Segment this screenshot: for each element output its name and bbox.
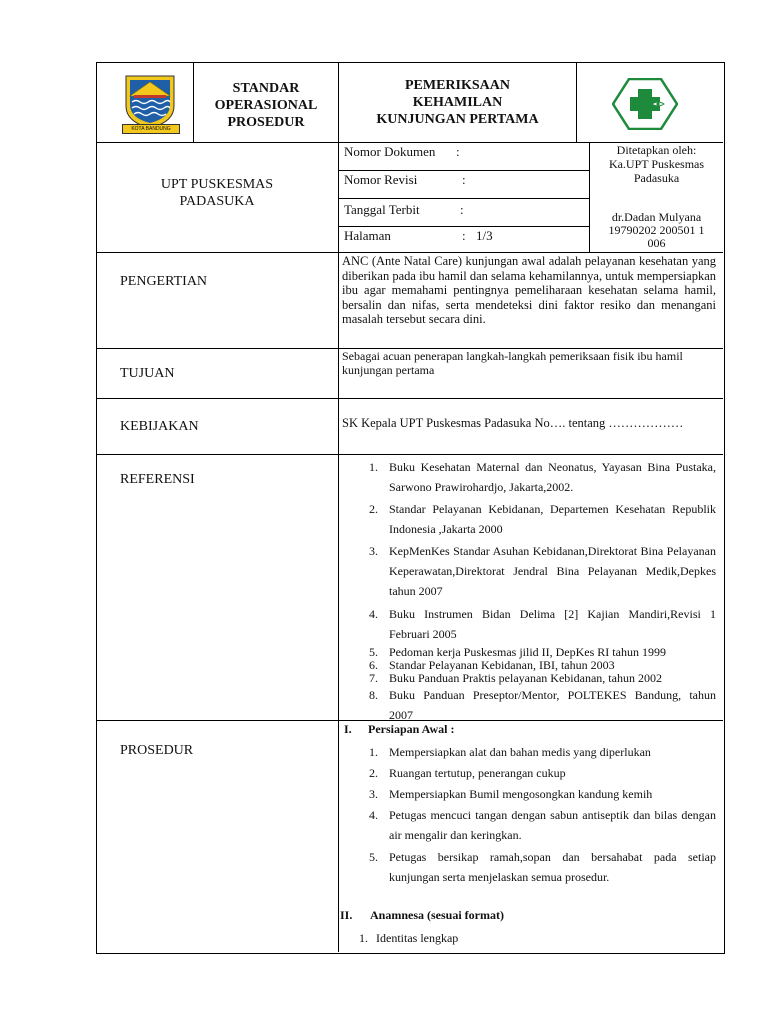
org-line: PADASUKA — [179, 194, 255, 209]
list-item — [356, 847, 716, 889]
list-item — [356, 763, 716, 784]
list-number: 3. — [369, 787, 378, 801]
list-item — [356, 457, 716, 499]
list-number: 1. — [359, 931, 368, 945]
list-item — [356, 541, 716, 604]
list-number: 5. — [369, 850, 378, 864]
list-number: 5. — [369, 645, 378, 659]
list-number: 2. — [369, 766, 378, 780]
field-label-nomor-dokumen: Nomor Dokumen — [344, 144, 436, 159]
kebijakan-text: SK Kepala UPT Puskesmas Padasuka No…. tentang ……………… — [342, 416, 684, 430]
list-text: Mempersiapkan alat dan bahan medis yang diperlukan — [389, 745, 651, 759]
list-number: 1. — [369, 460, 378, 474]
list-text: Buku Panduan Preseptor/Mentor, POLTEKES Bandung, tahun 2007 — [389, 688, 716, 722]
approver-nip: 19790202 200501 1 — [608, 223, 705, 237]
pengertian-text: ANC (Ante Natal Care) kunjungan awal adalah pelayanan kesehatan yang diberikan pada ibu hamil dan selama kehamilannya, untuk mempersiapkan ibu agar memahami pentingnya pemeliharaan kesehatan selama hamil, bersalin dan nifas, serta mendeteksi dini faktor resiko dan menangani masalah tersebut secara dini. — [342, 254, 716, 326]
list-text: Buku Panduan Praktis pelayanan Kebidanan, tahun 2002 — [389, 671, 662, 685]
list-item — [346, 930, 706, 946]
list-number: 4. — [369, 607, 378, 621]
logo-caption: KOTA BANDUNG — [122, 124, 180, 134]
list-number: 1. — [369, 745, 378, 759]
title-line: KEHAMILAN — [412, 95, 503, 110]
prosedur-part2-heading: Anamnesa (sesuai format) — [370, 908, 504, 922]
list-item — [356, 784, 716, 805]
divider — [96, 454, 723, 455]
org-line: UPT PUSKESMAS — [160, 177, 274, 192]
divider — [96, 252, 723, 253]
list-number: 6. — [369, 658, 378, 672]
list-number: 4. — [369, 808, 378, 822]
approver-name: dr.Dadan Mulyana — [611, 210, 702, 224]
list-item — [356, 604, 716, 646]
list-number: 8. — [369, 688, 378, 702]
list-item — [356, 742, 716, 763]
title-line: PEMERIKSAAN — [404, 78, 510, 93]
tujuan-text: Sebagai acuan penerapan langkah-langkah pemeriksaan fisik ibu hamil kunjungan pertama — [342, 349, 683, 377]
field-sep: : — [462, 228, 466, 243]
approver — [590, 211, 723, 250]
approval-line: Ditetapkan oleh: — [616, 143, 697, 157]
document-title — [339, 77, 576, 128]
list-text: Ruangan tertutup, penerangan cukup — [389, 766, 566, 780]
section-label-tujuan: TUJUAN — [120, 366, 175, 381]
doc-type-line: OPERASIONAL — [214, 98, 318, 113]
field-sep: : — [456, 144, 460, 159]
prosedur-part1-list — [356, 742, 716, 889]
list-text: Mempersiapkan Bumil mengosongkan kandung kemih — [389, 787, 653, 801]
doc-type-line: PROSEDUR — [227, 115, 305, 130]
organization-name — [96, 176, 338, 210]
divider — [576, 62, 577, 142]
approval-line: Padasuka — [633, 171, 680, 185]
divider — [338, 170, 589, 171]
prosedur-part1-roman: I. — [344, 722, 352, 736]
list-number: 7. — [369, 671, 378, 685]
field-sep: : — [462, 172, 466, 187]
approval-block — [590, 143, 723, 185]
list-item — [356, 685, 716, 725]
list-text: KepMenKes Standar Asuhan Kebidanan,Direktorat Bina Pelayanan Keperawatan,Direktorat Jendral Bina Pelayanan Medik,Depkes tahun 2007 — [389, 544, 716, 598]
list-text: Standar Pelayanan Kebidanan, IBI, tahun 2003 — [389, 658, 615, 672]
referensi-list — [356, 457, 716, 725]
list-text: Buku Instrumen Bidan Delima [2] Kajian Mandiri,Revisi 1 Februari 2005 — [389, 607, 716, 641]
list-text: Pedoman kerja Puskesmas jilid II, DepKes RI tahun 1999 — [389, 645, 666, 659]
section-label-pengertian: PENGERTIAN — [120, 274, 208, 289]
divider — [338, 62, 339, 952]
prosedur-part2-list — [346, 930, 706, 946]
puskesmas-logo — [612, 78, 678, 130]
list-number: 3. — [369, 544, 378, 558]
list-item — [356, 672, 716, 685]
list-text: Identitas lengkap — [376, 931, 459, 945]
section-label-referensi: REFERENSI — [120, 472, 195, 487]
prosedur-part1-heading: Persiapan Awal : — [368, 722, 455, 736]
city-logo — [118, 72, 182, 136]
approver-nip: 006 — [647, 236, 666, 250]
title-line: KUNJUNGAN PERTAMA — [376, 112, 539, 127]
field-sep: : — [460, 202, 464, 217]
field-value-halaman: 1/3 — [476, 228, 493, 243]
divider — [96, 398, 723, 399]
doc-type-line: STANDAR — [232, 81, 300, 96]
list-text: Petugas bersikap ramah,sopan dan bersahabat pada setiap kunjungan serta menjelaskan semua prosedur. — [389, 850, 716, 884]
list-item — [356, 499, 716, 541]
list-text: Buku Kesehatan Maternal dan Neonatus, Yayasan Bina Pustaka, Sarwono Prawirohardjo, Jakarta,2002. — [389, 460, 716, 494]
list-item — [356, 805, 716, 847]
list-text: Petugas mencuci tangan dengan sabun antiseptik dan bilas dengan air mengalir dan keringkan. — [389, 808, 716, 842]
section-label-prosedur: PROSEDUR — [120, 743, 194, 758]
field-label-halaman: Halaman — [344, 228, 391, 243]
divider — [338, 198, 589, 199]
list-text: Standar Pelayanan Kebidanan, Departemen Kesehatan Republik Indonesia ,Jakarta 2000 — [389, 502, 716, 536]
field-label-tanggal-terbit: Tanggal Terbit — [344, 202, 420, 217]
divider — [338, 226, 589, 227]
field-label-nomor-revisi: Nomor Revisi — [344, 172, 418, 187]
prosedur-part2-roman: II. — [340, 908, 353, 922]
approval-line: Ka.UPT Puskesmas — [608, 157, 705, 171]
document-type — [194, 80, 338, 131]
list-number: 2. — [369, 502, 378, 516]
section-label-kebijakan: KEBIJAKAN — [120, 419, 199, 434]
